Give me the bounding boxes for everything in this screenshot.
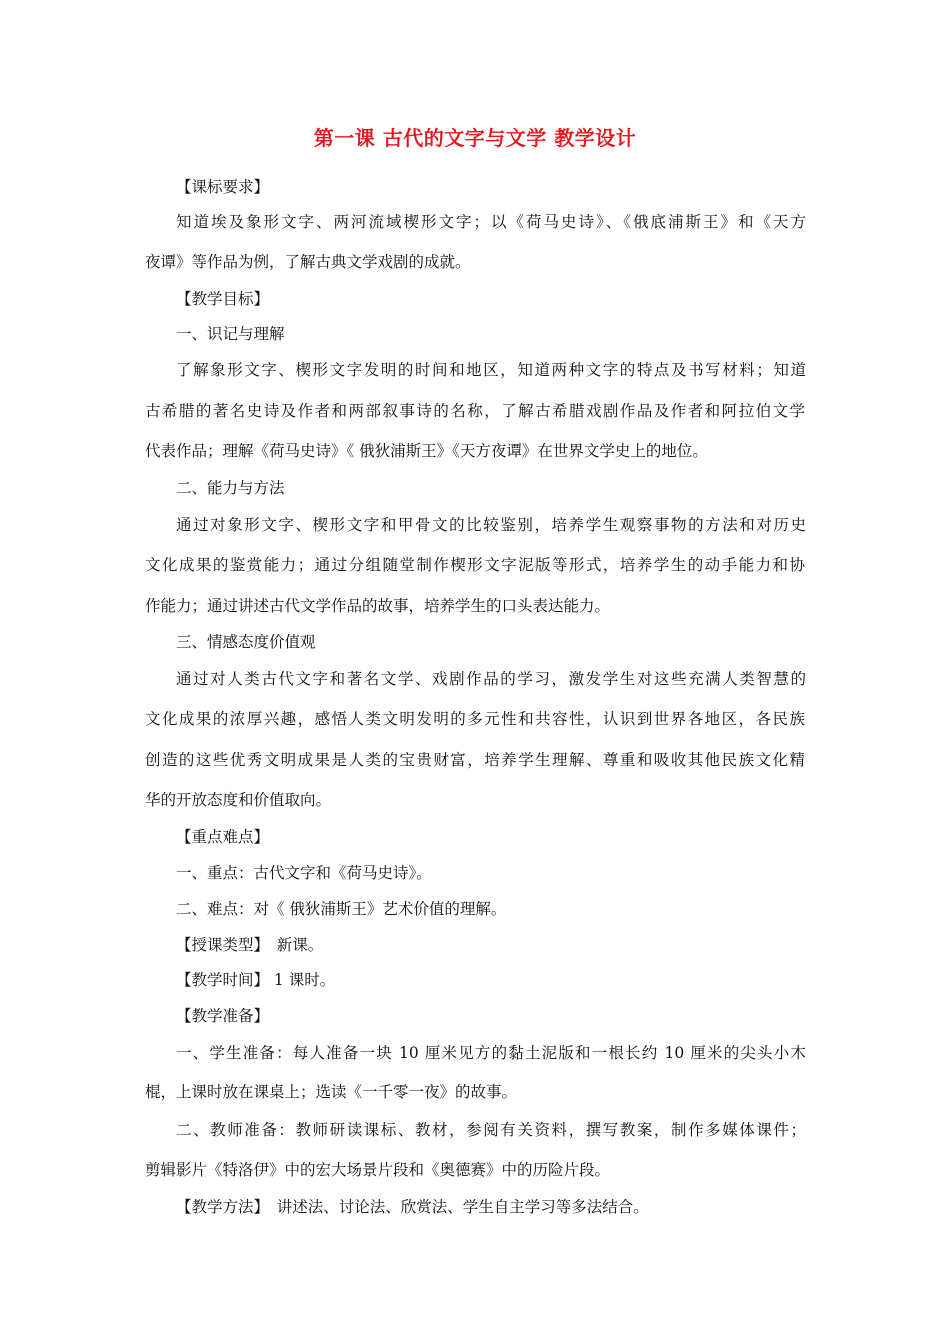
paragraph-line: 了解象形文字、楔形文字发明的时间和地区，知道两种文字的特点及书写材料；知道 (176, 361, 806, 379)
paragraph-line: 代表作品；理解《荷马史诗》《 俄狄浦斯王》《天方夜谭》在世界文学史上的地位。 (145, 442, 708, 460)
paragraph-line: 古希腊的著名史诗及作者和两部叙事诗的名称，了解古希腊戏剧作品及作者和阿拉伯文学 (145, 402, 805, 420)
section-heading-key-points: 【重点难点】 (176, 828, 270, 846)
paragraph-line: 通过对人类古代文字和著名文学、戏剧作品的学习，激发学生对这些充满人类智慧的 (176, 670, 806, 688)
lesson-time-line: 【教学时间】 1 课时。 (176, 971, 336, 989)
section-heading-curriculum: 【课标要求】 (176, 178, 270, 196)
subheading-values: 三、情感态度价值观 (176, 633, 316, 651)
subheading-ability: 二、能力与方法 (176, 479, 285, 497)
paragraph-line: 作能力；通过讲述古代文学作品的故事，培养学生的口头表达能力。 (145, 597, 611, 615)
teaching-methods-line: 【教学方法】 讲述法、讨论法、欣赏法、学生自主学习等多法结合。 (176, 1198, 649, 1216)
document-title: 第一课 古代的文字与文学 教学设计 (313, 126, 637, 150)
lesson-type-line: 【授课类型】 新课。 (176, 936, 324, 954)
paragraph-line: 剪辑影片《特洛伊》中的宏大场景片段和《奥德赛》中的历险片段。 (145, 1161, 611, 1179)
paragraph-line: 文化成果的鉴赏能力；通过分组随堂制作楔形文字泥版等形式，培养学生的动手能力和协 (145, 556, 805, 574)
paragraph-line: 文化成果的浓厚兴趣，感悟人类文明发明的多元性和共容性，认识到世界各地区，各民族 (145, 710, 805, 728)
section-heading-objectives: 【教学目标】 (176, 290, 270, 308)
paragraph-line: 华的开放态度和价值取向。 (145, 791, 332, 809)
paragraph-line: 知道埃及象形文字、两河流域楔形文字；以《荷马史诗》、《俄底浦斯王》和《天方 (176, 213, 806, 231)
paragraph-line: 二、教师准备：教师研读课标、教材，参阅有关资料，撰写教案，制作多媒体课件； (176, 1121, 806, 1139)
difficult-point-line: 二、难点：对《 俄狄浦斯王》艺术价值的理解。 (176, 900, 507, 918)
paragraph-line: 夜谭》等作品为例，了解古典文学戏剧的成就。 (145, 253, 471, 271)
subheading-understanding: 一、识记与理解 (176, 325, 285, 343)
paragraph-line: 棍，上课时放在课桌上；选读《一千零一夜》的故事。 (145, 1083, 518, 1101)
key-point-line: 一、重点：古代文字和《荷马史诗》。 (176, 864, 432, 882)
paragraph-line: 创造的这些优秀文明成果是人类的宝贵财富，培养学生理解、尊重和吸收其他民族文化精 (145, 751, 805, 769)
section-heading-preparation: 【教学准备】 (176, 1007, 270, 1025)
paragraph-line: 一、学生准备：每人准备一块 10 厘米见方的黏土泥版和一根长约 10 厘米的尖头小木 (176, 1044, 806, 1062)
paragraph-line: 通过对象形文字、楔形文字和甲骨文的比较鉴别，培养学生观察事物的方法和对历史 (176, 516, 806, 534)
